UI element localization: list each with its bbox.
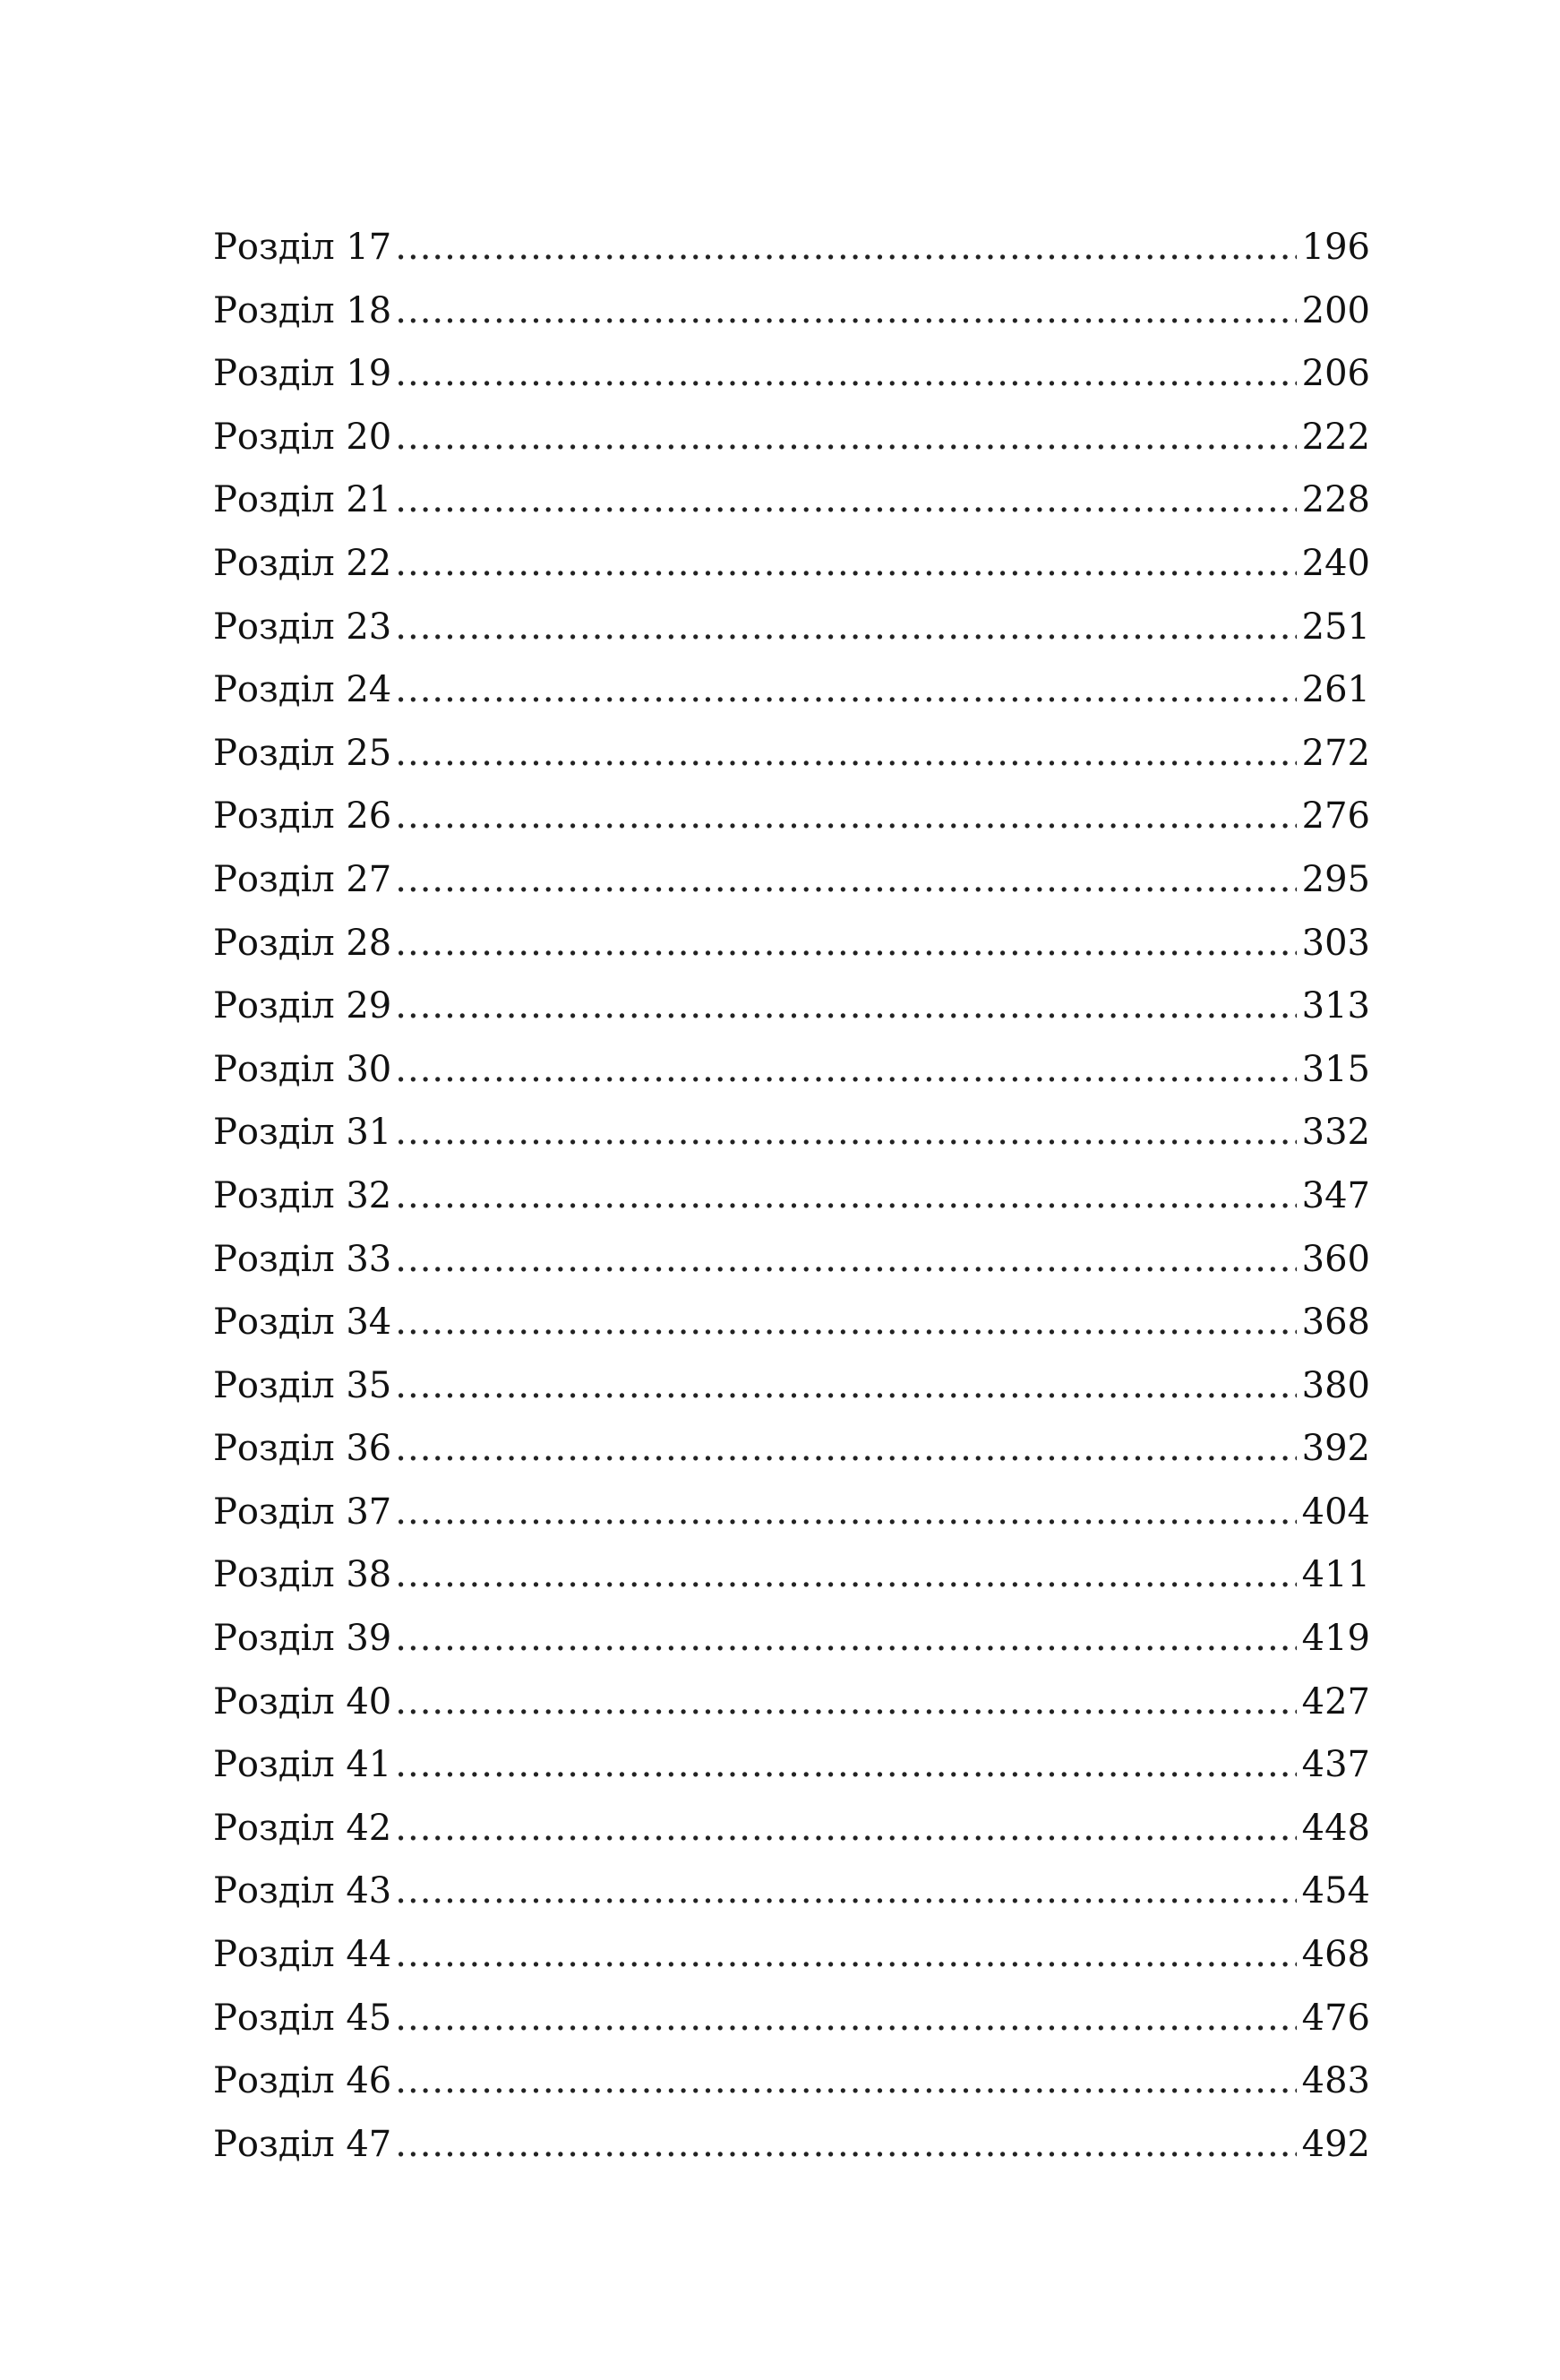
toc-entry-page-number: 332 xyxy=(1301,1112,1370,1154)
toc-entry-page-number: 492 xyxy=(1301,2123,1370,2165)
toc-entry-page-number: 200 xyxy=(1301,289,1370,331)
dot-leader xyxy=(395,475,1296,525)
toc-entry-page-number: 448 xyxy=(1301,1807,1370,1849)
toc-entry xyxy=(213,412,1370,476)
toc-entry xyxy=(213,1929,1370,1993)
toc-entry-label: Розділ 37 xyxy=(213,1491,392,1533)
toc-entry xyxy=(213,2056,1370,2119)
dot-leader xyxy=(395,1803,1296,1853)
dot-leader xyxy=(395,1044,1296,1095)
toc-entry-label: Розділ 33 xyxy=(213,1238,392,1280)
toc-entry xyxy=(213,1487,1370,1551)
toc-entry xyxy=(213,1234,1370,1298)
dot-leader xyxy=(395,538,1296,589)
dot-leader xyxy=(395,1866,1296,1916)
toc-entry-label: Розділ 42 xyxy=(213,1807,392,1849)
toc-entry xyxy=(213,791,1370,855)
dot-leader xyxy=(395,348,1296,399)
table-of-contents xyxy=(213,222,1370,2182)
toc-entry-label: Розділ 41 xyxy=(213,1744,392,1786)
toc-entry-page-number: 272 xyxy=(1301,732,1370,774)
toc-entry-page-number: 347 xyxy=(1301,1174,1370,1216)
dot-leader xyxy=(395,286,1296,336)
toc-entry-label: Розділ 23 xyxy=(213,606,392,648)
dot-leader xyxy=(395,1677,1296,1727)
dot-leader xyxy=(395,1740,1296,1790)
toc-entry-page-number: 483 xyxy=(1301,2060,1370,2102)
toc-entry xyxy=(213,981,1370,1044)
toc-entry-label: Розділ 46 xyxy=(213,2060,392,2102)
dot-leader xyxy=(395,981,1296,1031)
toc-entry-label: Розділ 20 xyxy=(213,416,392,458)
toc-entry-label: Розділ 43 xyxy=(213,1870,392,1912)
toc-entry xyxy=(213,2119,1370,2183)
toc-entry xyxy=(213,1550,1370,1613)
toc-entry-label: Розділ 21 xyxy=(213,479,392,521)
dot-leader xyxy=(395,855,1296,905)
toc-entry-page-number: 276 xyxy=(1301,795,1370,838)
toc-entry-label: Розділ 35 xyxy=(213,1364,392,1406)
toc-entry-label: Розділ 17 xyxy=(213,227,392,268)
toc-entry-page-number: 295 xyxy=(1301,858,1370,900)
toc-entry-page-number: 196 xyxy=(1301,227,1370,268)
toc-entry-label: Розділ 44 xyxy=(213,1934,392,1976)
toc-entry xyxy=(213,602,1370,666)
toc-entry-page-number: 261 xyxy=(1301,669,1370,711)
toc-entry-page-number: 206 xyxy=(1301,353,1370,395)
toc-entry-page-number: 380 xyxy=(1301,1364,1370,1406)
toc-entry-label: Розділ 32 xyxy=(213,1174,392,1216)
toc-entry-label: Розділ 18 xyxy=(213,289,392,331)
toc-entry-page-number: 222 xyxy=(1301,416,1370,458)
dot-leader xyxy=(395,2056,1296,2106)
dot-leader xyxy=(395,1297,1296,1347)
toc-entry xyxy=(213,222,1370,286)
toc-entry xyxy=(213,1677,1370,1740)
toc-entry xyxy=(213,1044,1370,1108)
toc-entry-label: Розділ 40 xyxy=(213,1680,392,1723)
dot-leader xyxy=(395,602,1296,652)
dot-leader xyxy=(395,1487,1296,1537)
toc-entry-label: Розділ 28 xyxy=(213,922,392,964)
toc-entry-label: Розділ 24 xyxy=(213,669,392,711)
toc-entry xyxy=(213,918,1370,982)
toc-entry-page-number: 427 xyxy=(1301,1680,1370,1723)
toc-entry xyxy=(213,728,1370,792)
toc-entry-page-number: 404 xyxy=(1301,1491,1370,1533)
toc-entry xyxy=(213,1740,1370,1803)
dot-leader xyxy=(395,1361,1296,1411)
toc-entry-page-number: 419 xyxy=(1301,1618,1370,1660)
dot-leader xyxy=(395,1613,1296,1663)
toc-entry xyxy=(213,1803,1370,1867)
toc-entry-page-number: 437 xyxy=(1301,1744,1370,1786)
toc-entry-label: Розділ 34 xyxy=(213,1302,392,1344)
toc-entry-label: Розділ 39 xyxy=(213,1618,392,1660)
toc-entry-page-number: 411 xyxy=(1301,1554,1370,1596)
toc-entry-label: Розділ 30 xyxy=(213,1048,392,1090)
dot-leader xyxy=(395,665,1296,715)
toc-entry-label: Розділ 47 xyxy=(213,2123,392,2165)
toc-entry xyxy=(213,1866,1370,1929)
dot-leader xyxy=(395,1423,1296,1474)
toc-entry-label: Розділ 22 xyxy=(213,542,392,584)
toc-entry-label: Розділ 29 xyxy=(213,985,392,1027)
dot-leader xyxy=(395,728,1296,778)
toc-entry-page-number: 468 xyxy=(1301,1934,1370,1976)
dot-leader xyxy=(395,1171,1296,1221)
dot-leader xyxy=(395,918,1296,968)
toc-entry-label: Розділ 19 xyxy=(213,353,392,395)
dot-leader xyxy=(395,222,1296,272)
toc-entry-label: Розділ 27 xyxy=(213,858,392,900)
toc-entry xyxy=(213,1993,1370,2057)
dot-leader xyxy=(395,1550,1296,1600)
toc-entry-page-number: 392 xyxy=(1301,1428,1370,1470)
toc-entry-label: Розділ 26 xyxy=(213,795,392,838)
toc-entry-label: Розділ 36 xyxy=(213,1428,392,1470)
toc-entry-page-number: 476 xyxy=(1301,1997,1370,2039)
toc-entry xyxy=(213,665,1370,728)
toc-entry xyxy=(213,1613,1370,1677)
toc-entry-label: Розділ 31 xyxy=(213,1112,392,1154)
dot-leader xyxy=(395,1929,1296,1980)
toc-entry-page-number: 228 xyxy=(1301,479,1370,521)
toc-entry-page-number: 360 xyxy=(1301,1238,1370,1280)
toc-entry xyxy=(213,1423,1370,1487)
dot-leader xyxy=(395,791,1296,841)
toc-entry-label: Розділ 38 xyxy=(213,1554,392,1596)
toc-entry-page-number: 315 xyxy=(1301,1048,1370,1090)
toc-entry-page-number: 454 xyxy=(1301,1870,1370,1912)
toc-entry-page-number: 240 xyxy=(1301,542,1370,584)
toc-entry xyxy=(213,855,1370,918)
toc-entry xyxy=(213,1171,1370,1234)
toc-entry xyxy=(213,348,1370,412)
toc-entry-page-number: 313 xyxy=(1301,985,1370,1027)
toc-entry xyxy=(213,538,1370,602)
toc-entry-page-number: 303 xyxy=(1301,922,1370,964)
toc-entry-page-number: 368 xyxy=(1301,1302,1370,1344)
toc-entry xyxy=(213,1361,1370,1424)
dot-leader xyxy=(395,2119,1296,2169)
toc-entry xyxy=(213,475,1370,538)
dot-leader xyxy=(395,1107,1296,1157)
toc-entry-label: Розділ 25 xyxy=(213,732,392,774)
toc-entry xyxy=(213,1107,1370,1171)
toc-entry-page-number: 251 xyxy=(1301,606,1370,648)
dot-leader xyxy=(395,1234,1296,1285)
toc-entry xyxy=(213,286,1370,349)
dot-leader xyxy=(395,412,1296,462)
toc-entry-label: Розділ 45 xyxy=(213,1997,392,2039)
dot-leader xyxy=(395,1993,1296,2043)
toc-entry xyxy=(213,1297,1370,1361)
